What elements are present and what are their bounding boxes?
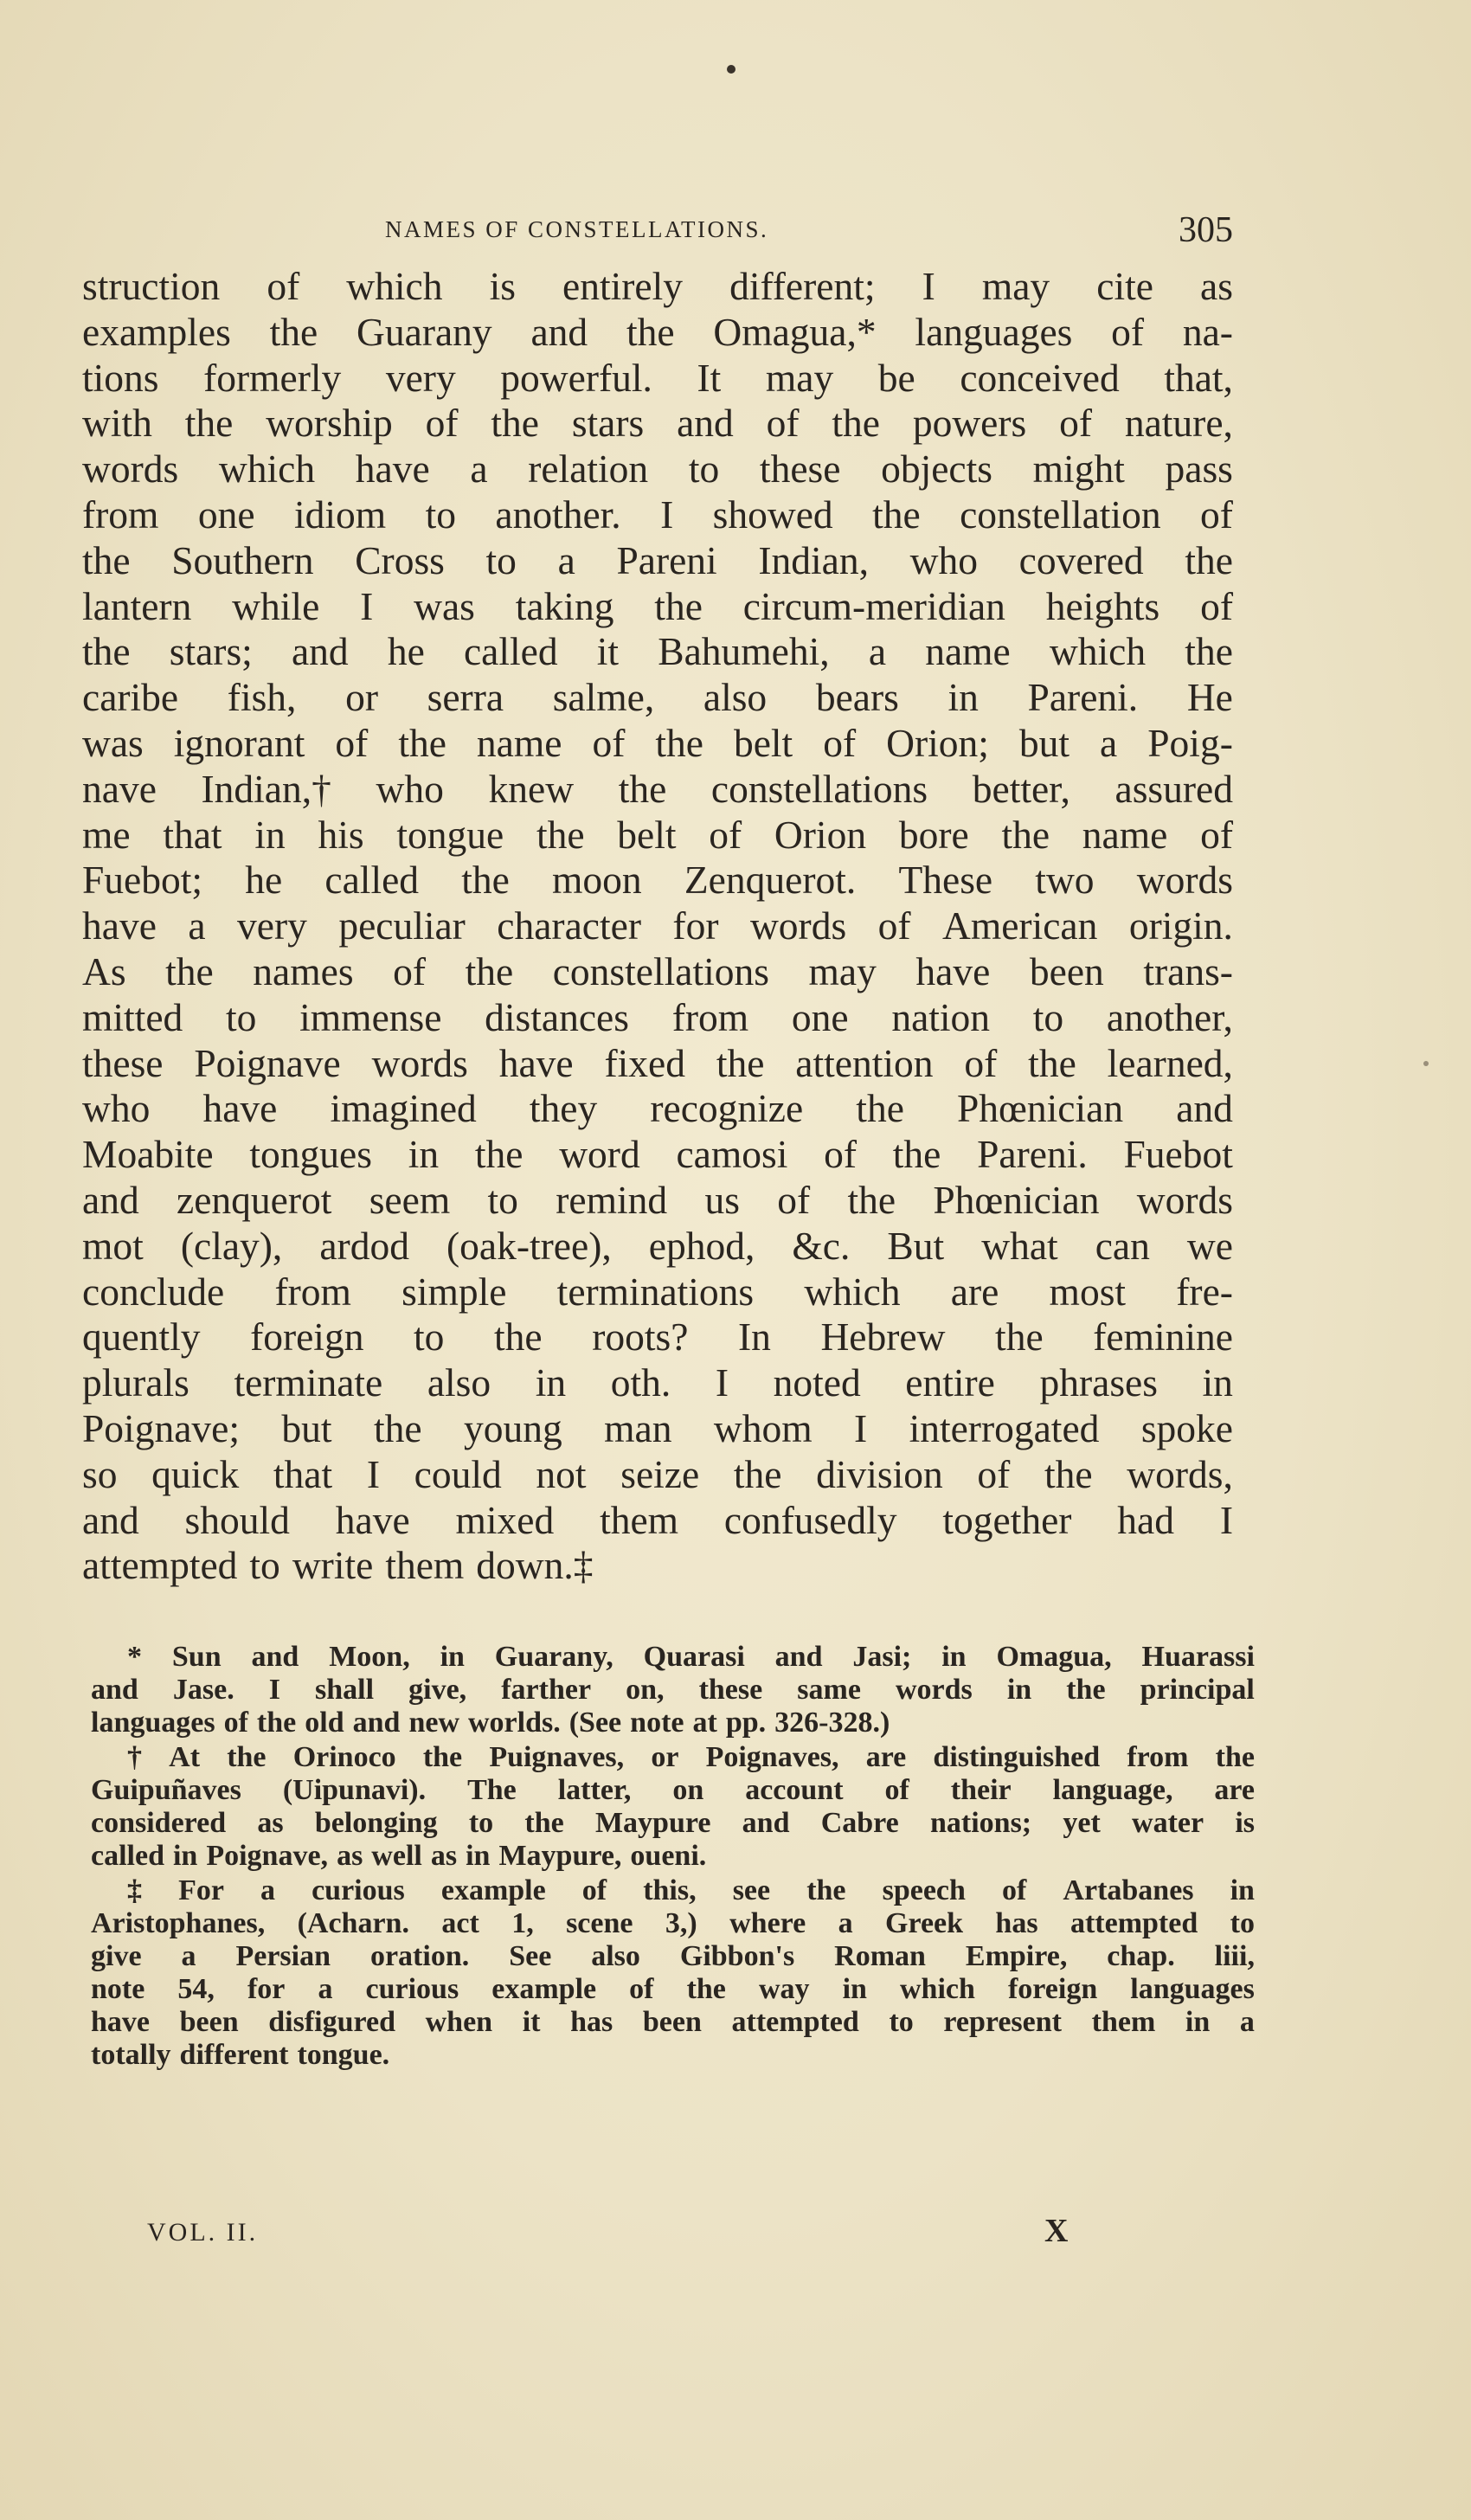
body-line: have a very peculiar character for words of American origin.: [82, 903, 1233, 948]
footnote-line: totally different tongue.: [91, 2039, 390, 2071]
body-line: and zenquerot seem to remind us of the Phœnician words: [82, 1177, 1233, 1222]
footnote: [91, 1874, 1255, 2072]
body-line: was ignorant of the name of the belt of Orion; but a Poig-: [82, 720, 1233, 765]
body-line: lantern while I was taking the circum-meridian heights of: [82, 583, 1233, 628]
body-line: conclude from simple terminations which are most fre-: [82, 1269, 1233, 1314]
body-line: As the names of the constellations may have been trans-: [82, 948, 1233, 993]
signature-volume: VOL. II.: [147, 2218, 259, 2247]
running-head: [385, 209, 1233, 261]
body-line: Poignave; but the young man whom I interrogated spoke: [82, 1405, 1233, 1450]
body-line: mot (clay), ardod (oak-tree), ephod, &c. But what can we: [82, 1223, 1233, 1268]
footnote-line: have been disfigured when it has been attempted to represent them in a: [91, 2006, 1255, 2038]
body-text: [82, 264, 1233, 1589]
footnotes: [91, 1641, 1255, 2073]
body-line: nave Indian,† who knew the constellations better, assured: [82, 766, 1233, 811]
body-line: the Southern Cross to a Pareni Indian, who covered the: [82, 537, 1233, 582]
body-line: quently foreign to the roots? In Hebrew the feminine: [82, 1315, 1233, 1360]
paper-speck: [1423, 1061, 1429, 1066]
body-line: Moabite tongues in the word camosi of the Pareni. Fuebot: [82, 1132, 1233, 1177]
body-line: with the worship of the stars and of the powers of nature,: [82, 401, 1233, 446]
body-line: caribe fish, or serra salme, also bears in Pareni. He: [82, 675, 1233, 720]
signature-mark: X: [1044, 2213, 1069, 2249]
body-line: tions formerly very powerful. It may be conceived that,: [82, 355, 1233, 400]
footnote: [91, 1741, 1255, 1873]
body-line: struction of which is entirely different; I may cite as: [82, 264, 1233, 308]
footnote-line: * Sun and Moon, in Guarany, Quarasi and Jasi; in Omagua, Huarassi: [127, 1641, 1255, 1673]
footnote-line: note 54, for a curious example of the way in which foreign languages: [91, 1973, 1255, 2005]
footnote-line: and Jase. I shall give, farther on, these same words in the principal: [91, 1674, 1255, 1706]
footnote-line: Guipuñaves (Uipunavi). The latter, on account of their language, are: [91, 1774, 1255, 1806]
footnote-line: languages of the old and new worlds. (See note at pp. 326-328.): [91, 1707, 890, 1739]
footnote-line: called in Poignave, as well as in Maypure, oueni.: [91, 1840, 707, 1872]
page-number: 305: [1179, 210, 1233, 250]
running-title: NAMES OF CONSTELLATIONS.: [385, 216, 769, 242]
body-line: these Poignave words have fixed the attention of the learned,: [82, 1040, 1233, 1085]
footnote-line: Aristophanes, (Acharn. act 1, scene 3,) where a Greek has attempted to: [91, 1907, 1255, 1939]
body-line: examples the Guarany and the Omagua,* languages of na-: [82, 309, 1233, 354]
body-line: and should have mixed them confusedly together had I: [82, 1497, 1233, 1542]
body-line: the stars; and he called it Bahumehi, a name which the: [82, 629, 1233, 674]
footnote: [91, 1641, 1255, 1739]
footnote-line: ‡ For a curious example of this, see the speech of Artabanes in: [127, 1874, 1255, 1906]
footnote-line: give a Persian oration. See also Gibbon's Roman Empire, chap. liii,: [91, 1940, 1255, 1972]
footnote-line: considered as belonging to the Maypure and Cabre nations; yet water is: [91, 1807, 1255, 1839]
body-line: attempted to write them down.‡: [82, 1543, 594, 1588]
body-line: mitted to immense distances from one nation to another,: [82, 994, 1233, 1039]
body-line: plurals terminate also in oth. I noted entire phrases in: [82, 1360, 1233, 1405]
body-line: words which have a relation to these objects might pass: [82, 447, 1233, 492]
body-line: who have imagined they recognize the Phœnician and: [82, 1086, 1233, 1131]
body-line: from one idiom to another. I showed the constellation of: [82, 492, 1233, 537]
body-line: so quick that I could not seize the division of the words,: [82, 1451, 1233, 1496]
body-line: me that in his tongue the belt of Orion bore the name of: [82, 812, 1233, 857]
body-line: Fuebot; he called the moon Zenquerot. These two words: [82, 858, 1233, 903]
footnote-line: † At the Orinoco the Puignaves, or Poignaves, are distinguished from the: [127, 1741, 1255, 1773]
ink-dot: [727, 65, 736, 74]
